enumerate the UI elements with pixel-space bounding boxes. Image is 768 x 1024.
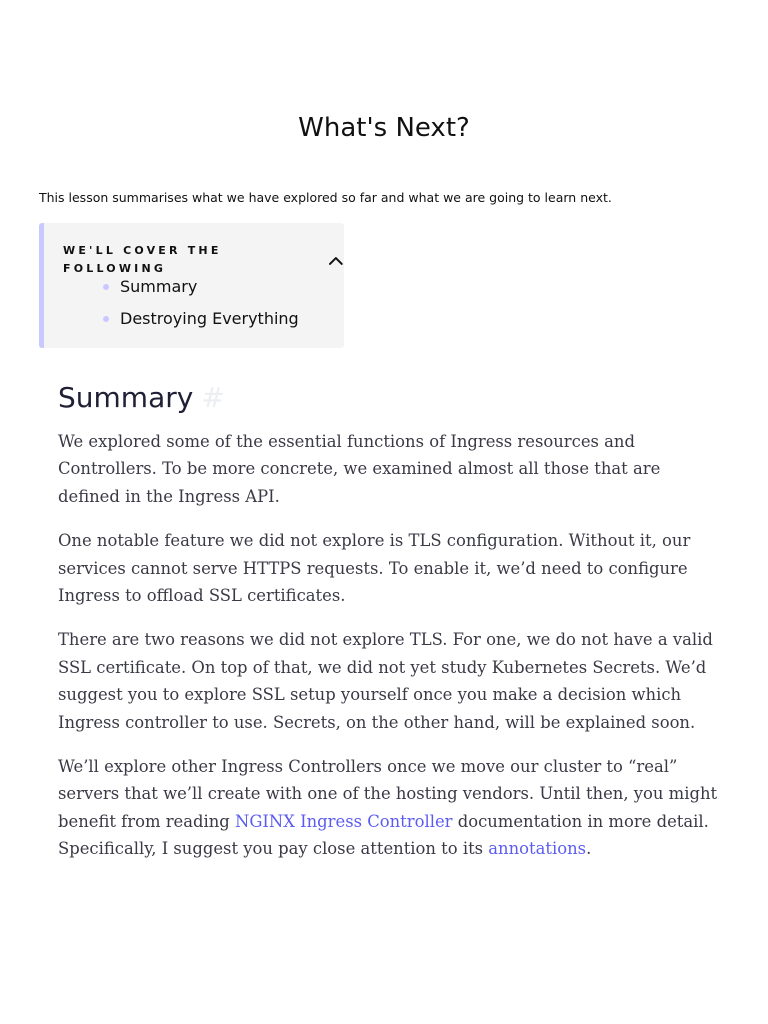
paragraph-1: We explored some of the essential functions of Ingress resources and Controllers. To be more concrete, we examined almost all those that are defined in the Ingress API. — [58, 432, 661, 506]
nginx-ingress-controller-link[interactable]: NGINX Ingress Controller — [235, 811, 453, 831]
paragraph-3: There are two reasons we did not explore TLS. For one, we do not have a valid SSL certificate. On top of that, we did not yet study Kubernetes Secrets. We’d suggest you to explore SSL setup yourself once you make a decision which Ingress controller to use. Secrets, on the other hand, will be explained soon. — [58, 630, 713, 732]
paragraph-4-text: documentation in more detail. Specifically, I suggest you pay close attention to its — [58, 811, 709, 859]
toc-item-label: Destroying Everything — [120, 309, 299, 328]
toc-list — [103, 271, 299, 335]
chevron-up-icon — [328, 253, 344, 267]
annotations-link[interactable]: annotations — [488, 839, 587, 859]
bullet-icon — [103, 284, 109, 290]
lesson-content — [58, 428, 723, 880]
anchor-link[interactable]: # — [201, 381, 225, 414]
page-title: What's Next? — [298, 113, 470, 143]
section-heading-text: Summary — [58, 381, 194, 414]
bullet-icon — [103, 316, 109, 322]
toc-item-label: Summary — [120, 277, 198, 296]
toc-item-destroying-everything[interactable] — [103, 303, 299, 335]
toc-item-summary[interactable] — [103, 271, 299, 303]
paragraph-4 — [58, 753, 723, 863]
paragraph-4-text: . — [586, 839, 592, 859]
paragraph-4-text: We’ll explore other Ingress Controllers once we move our cluster to “real” servers that we’ll create with one of the hosting vendors. Until then, you might benefit from reading — [58, 757, 718, 831]
toc-title: WE'LL COVER THE FOLLOWING — [63, 244, 222, 275]
table-of-contents — [39, 223, 344, 348]
paragraph-2: One notable feature we did not explore is TLS configuration. Without it, our services cannot serve HTTPS requests. To enable it, we’d need to configure Ingress to offload SSL certificates. — [58, 531, 691, 606]
section-heading-summary — [58, 378, 225, 418]
lesson-summary: This lesson summarises what we have explored so far and what we are going to learn next. — [39, 190, 612, 205]
